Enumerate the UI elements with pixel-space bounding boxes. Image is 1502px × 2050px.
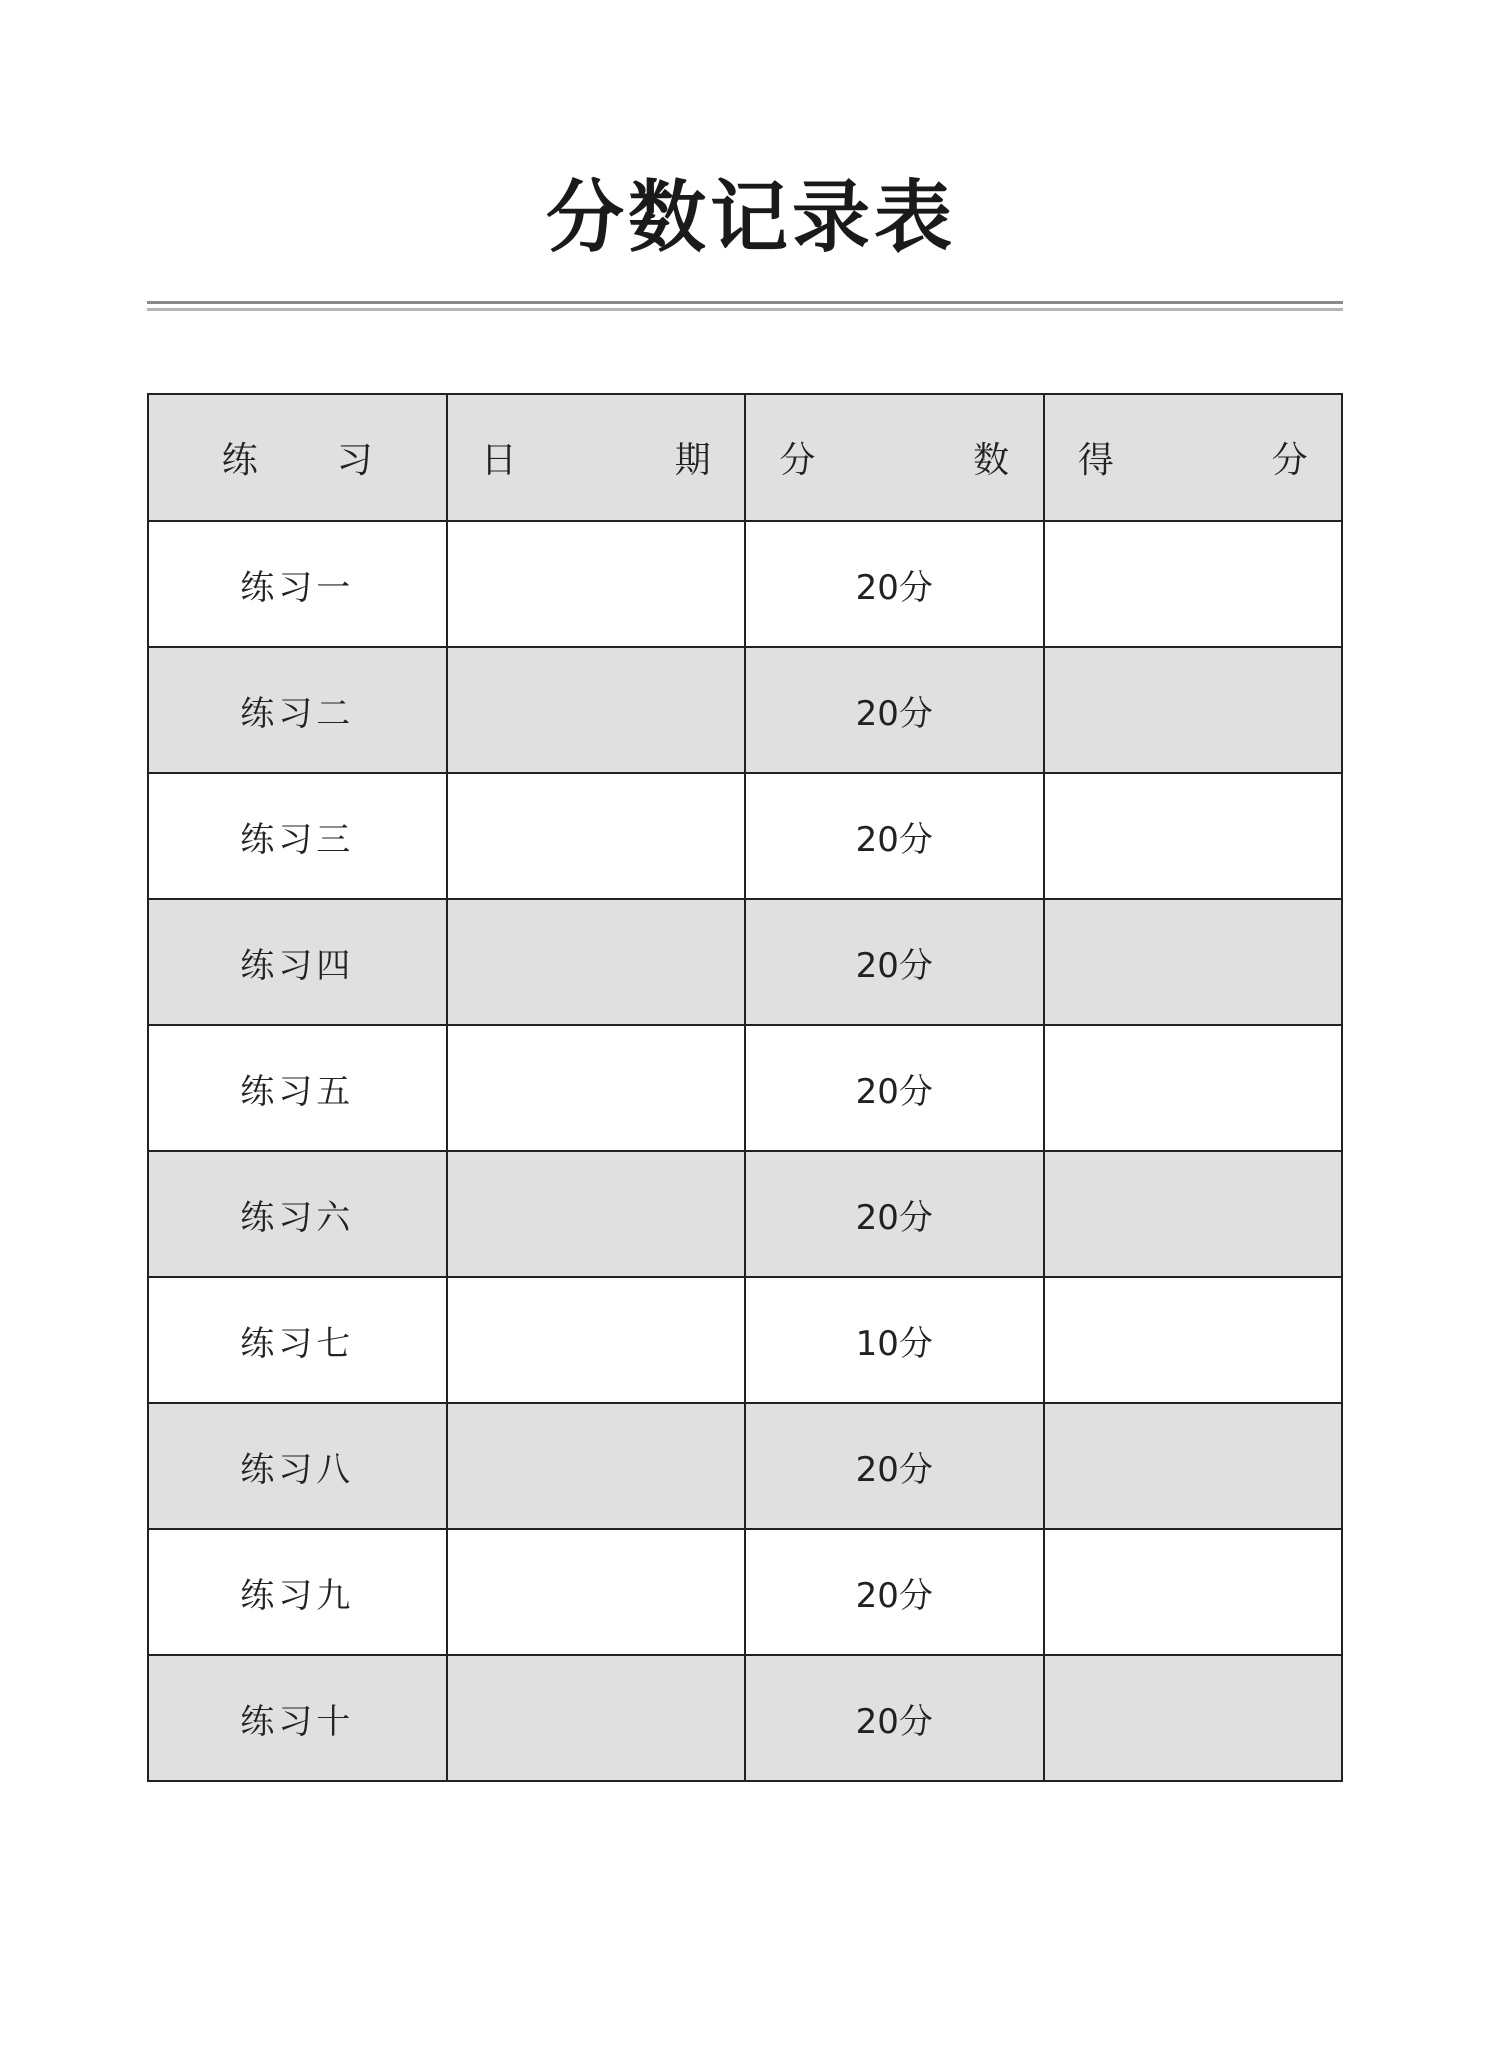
exercise-cell: 练习六 [148,1151,447,1277]
score-cell[interactable] [1044,899,1343,1025]
score-cell[interactable] [1044,647,1343,773]
points-cell: 20分 [745,1025,1044,1151]
table-row [148,521,1342,647]
date-cell[interactable] [447,1529,746,1655]
header-points: 分 数 [745,394,1044,521]
points-cell: 20分 [745,1529,1044,1655]
table-row [148,1151,1342,1277]
exercise-cell: 练习七 [148,1277,447,1403]
header-score: 得 分 [1044,394,1343,521]
points-cell: 10分 [745,1277,1044,1403]
points-cell: 20分 [745,1151,1044,1277]
date-cell[interactable] [447,1025,746,1151]
table-row [148,647,1342,773]
date-cell[interactable] [447,521,746,647]
table-row [148,1025,1342,1151]
date-cell[interactable] [447,1277,746,1403]
table-body [148,521,1342,1781]
header-exercise: 练 习 [148,394,447,521]
title-divider-secondary [147,308,1343,311]
date-cell[interactable] [447,773,746,899]
date-cell[interactable] [447,647,746,773]
date-cell[interactable] [447,1403,746,1529]
table-row [148,1277,1342,1403]
table-row [148,899,1342,1025]
page-title: 分数记录表 [545,173,956,263]
header-date: 日 期 [447,394,746,521]
score-cell[interactable] [1044,1151,1343,1277]
score-cell[interactable] [1044,1655,1343,1781]
score-cell[interactable] [1044,1403,1343,1529]
table-row [148,1655,1342,1781]
points-cell: 20分 [745,899,1044,1025]
table-header [148,394,1342,521]
date-cell[interactable] [447,899,746,1025]
exercise-cell: 练习一 [148,521,447,647]
table-row [148,773,1342,899]
score-cell[interactable] [1044,1277,1343,1403]
score-cell[interactable] [1044,773,1343,899]
score-cell[interactable] [1044,1529,1343,1655]
header-row [148,394,1342,521]
date-cell[interactable] [447,1151,746,1277]
points-cell: 20分 [745,1403,1044,1529]
exercise-cell: 练习二 [148,647,447,773]
exercise-cell: 练习八 [148,1403,447,1529]
exercise-cell: 练习五 [148,1025,447,1151]
date-cell[interactable] [447,1655,746,1781]
exercise-cell: 练习十 [148,1655,447,1781]
exercise-cell: 练习三 [148,773,447,899]
points-cell: 20分 [745,1655,1044,1781]
score-cell[interactable] [1044,521,1343,647]
points-cell: 20分 [745,521,1044,647]
table-row [148,1529,1342,1655]
score-record-table [147,393,1343,1782]
title-divider [147,301,1343,304]
score-cell[interactable] [1044,1025,1343,1151]
points-cell: 20分 [745,773,1044,899]
table-row [148,1403,1342,1529]
points-cell: 20分 [745,647,1044,773]
exercise-cell: 练习四 [148,899,447,1025]
exercise-cell: 练习九 [148,1529,447,1655]
